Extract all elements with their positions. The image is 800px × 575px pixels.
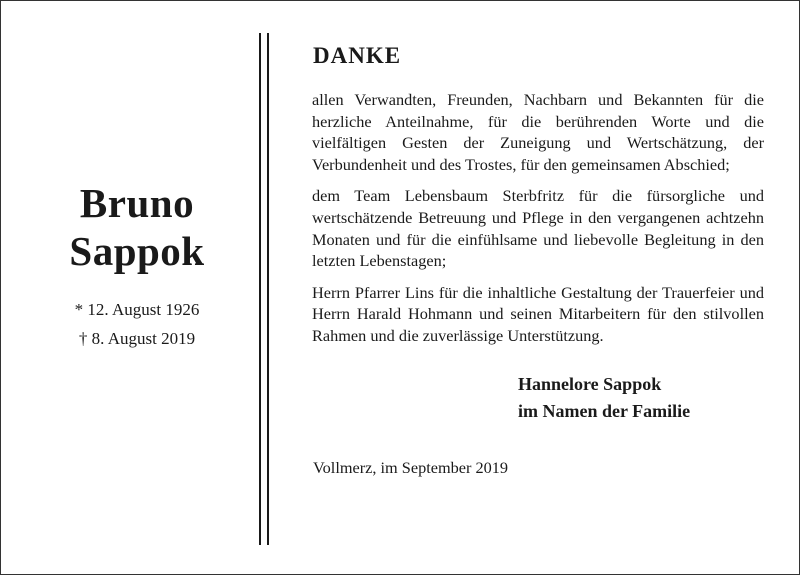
divider-line (267, 33, 269, 545)
thanks-paragraph: dem Team Lebensbaum Sterbfritz für die fürsorgliche und wertschätzende Betreuung und Pflege in den vergangenen achtzehn Monaten und für die einfühlsame und liebevolle Begleitung in den letzten Lebenstagen; (312, 186, 764, 271)
thanks-paragraph: Herrn Pfarrer Lins für die inhaltliche Gestaltung der Trauerfeier und Herrn Harald Hohmann und seinen Mitarbeitern für den stilvollen Rahmen und die zuverlässige Unterstützung. (312, 282, 764, 345)
death-date: † 8. August 2019 (78, 329, 196, 348)
divider-line (259, 33, 261, 545)
deceased-last-name: Sappok (69, 228, 205, 274)
thanks-block (312, 41, 764, 479)
thanks-paragraph: allen Verwandten, Freunden, Nachbarn und Bekannten für die herzliche Anteilnahme, für die berührenden Worte und die vielfältigen Gesten der Zuneigung und Wertschätzung, der Verbundenheit und des Trostes, für den gemeinsamen Abschied; (312, 90, 764, 174)
place-and-date: Vollmerz, im September 2019 (313, 457, 509, 477)
thanks-heading: DANKE (313, 43, 402, 68)
deceased-first-name: Bruno (79, 180, 195, 226)
birth-date: * 12. August 1926 (74, 300, 200, 319)
signature-line: im Namen der Familie (518, 400, 691, 421)
deceased-block (1, 179, 273, 353)
signature-name: Hannelore Sappok (518, 373, 662, 394)
signature-block (518, 371, 764, 425)
